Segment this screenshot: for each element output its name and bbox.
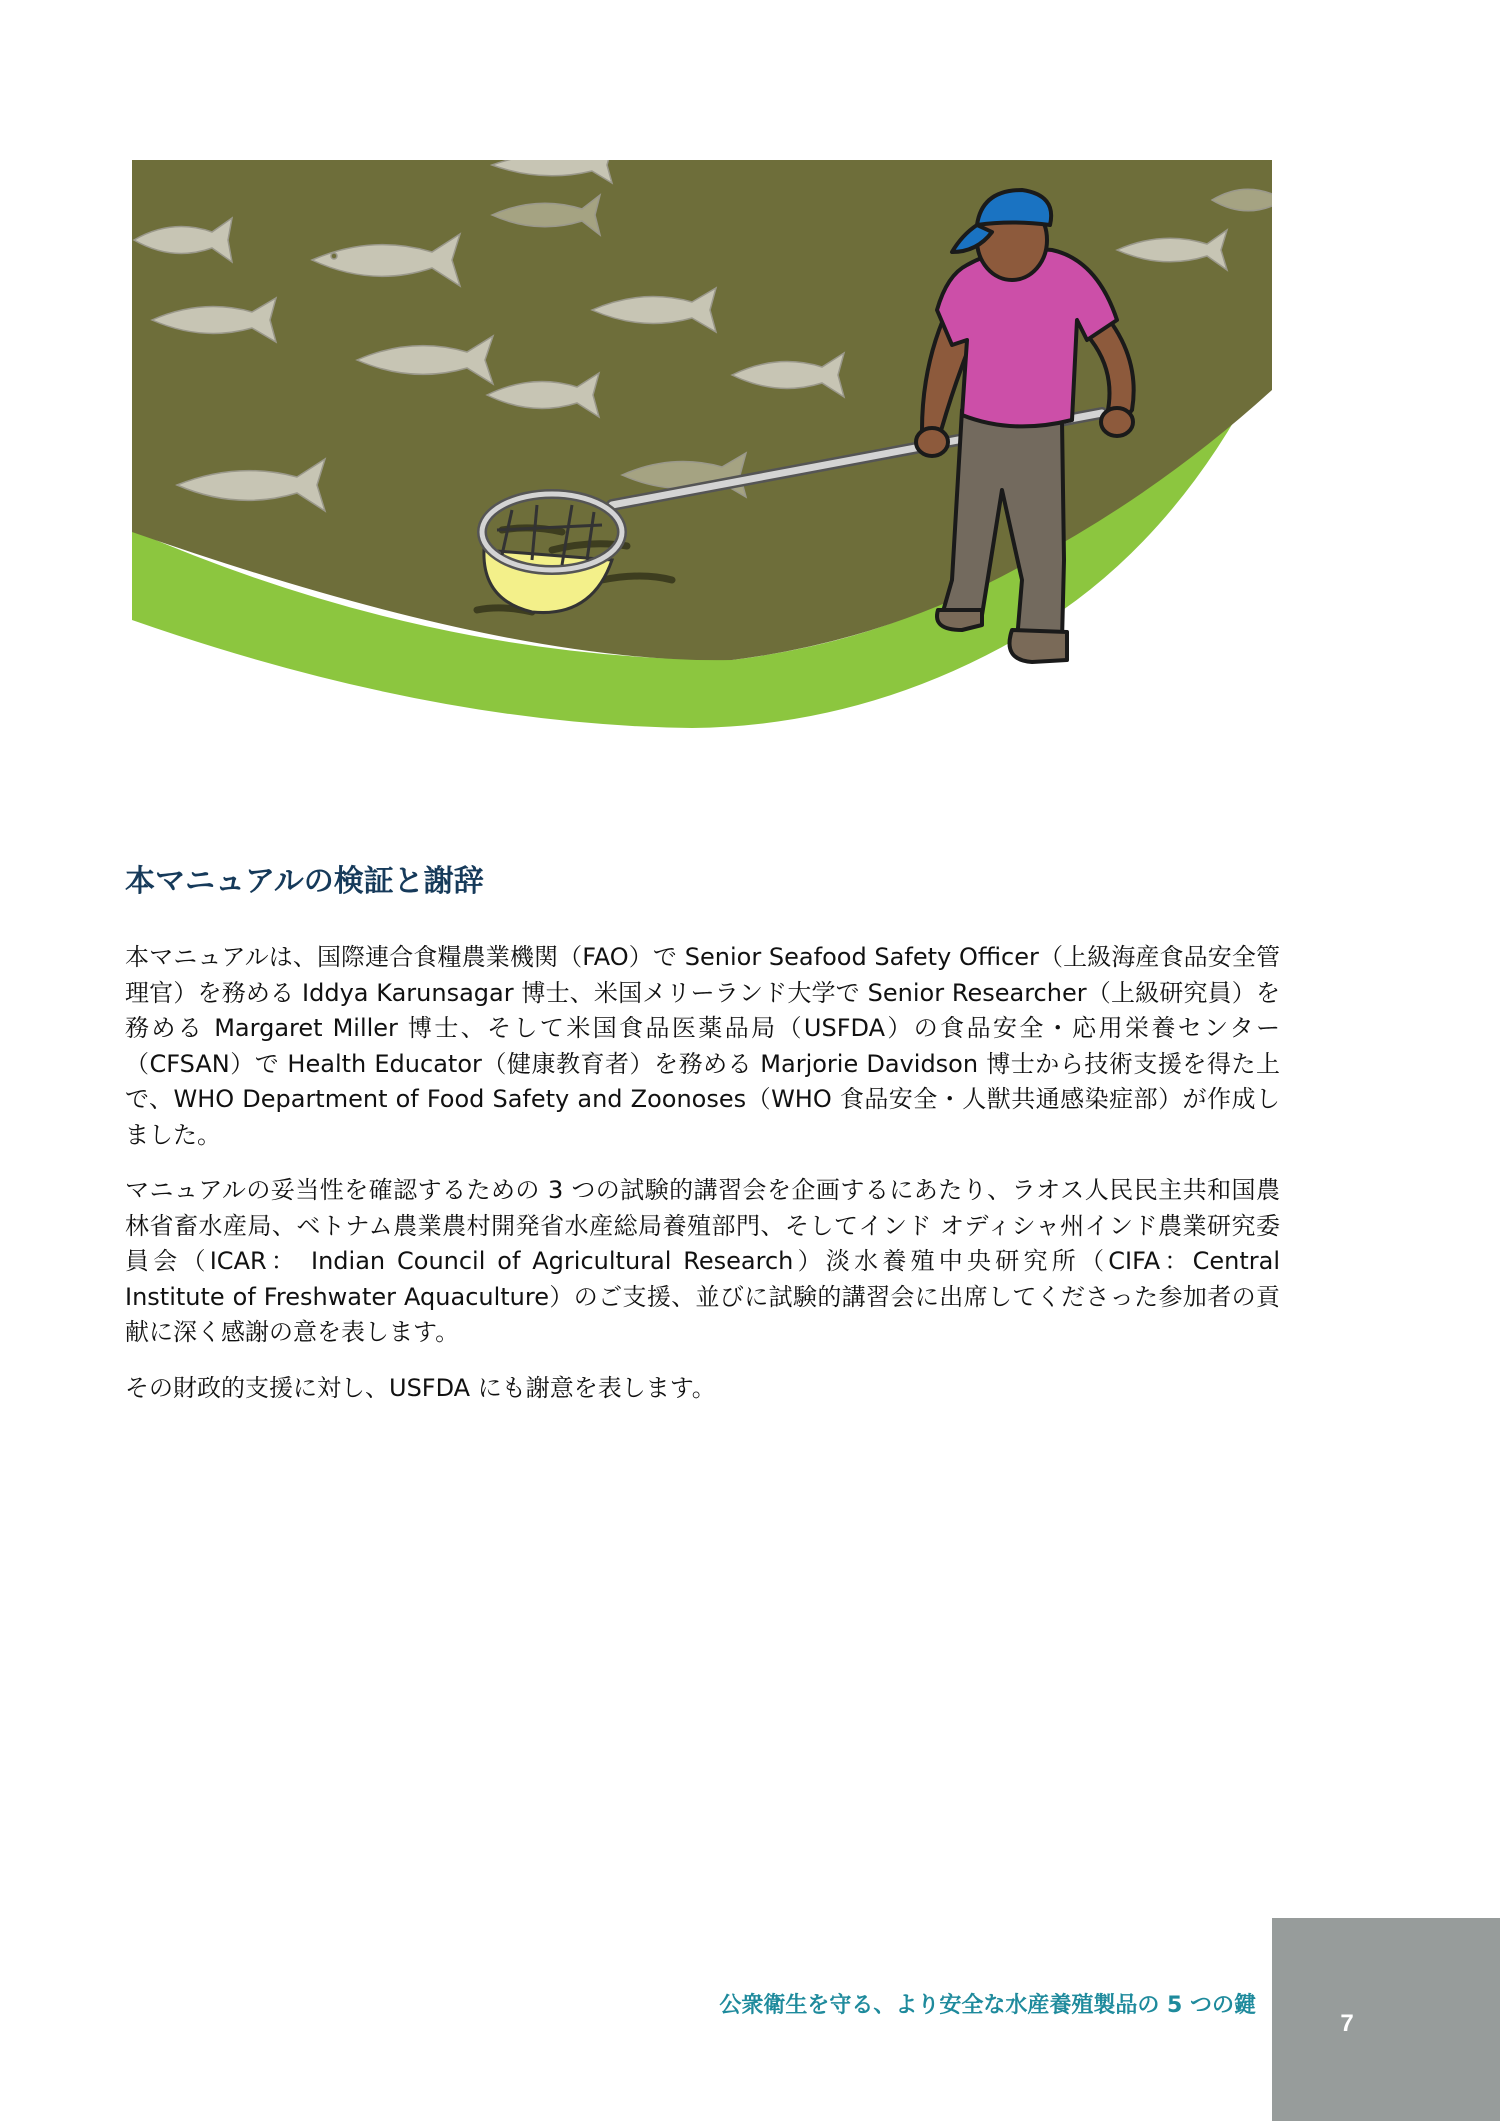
fish-farmer-net-icon	[132, 160, 1272, 730]
paragraph-3: その財政的支援に対し、USFDA にも謝意を表します。	[125, 1373, 716, 1402]
paragraph-2: マニュアルの妥当性を確認するための 3 つの試験的講習会を企画するにあたり、ラオス人民民主共和国農林省畜水産局、ベトナム農業農村開発省水産総局養殖部門、そしてインド オディシャ州インド農業研究委員会（ICAR： Indian Council of Agricultural Research）淡水養殖中央研究所（CIFA：Central Institute of Freshwater Aquaculture）のご支援、並びに試験的講習会に出席してくださった参加者の貢献に深く感謝の意を表します。	[125, 1176, 1280, 1346]
section-title: 本マニュアルの検証と謝辞	[125, 864, 484, 899]
acknowledgements-body	[125, 940, 1280, 1426]
fish-farmer-illustration	[132, 160, 1272, 730]
page-number-tab	[1272, 1918, 1500, 2121]
page-number: 7	[1340, 2010, 1354, 2037]
footer-title: 公衆衛生を守る、より安全な水産養殖製品の 5 つの鍵	[719, 1993, 1256, 2018]
paragraph-1: 本マニュアルは、国際連合食糧農業機関（FAO）で Senior Seafood Safety Officer（上級海産食品安全管理官）を務める Iddya Karunsagar 博士、米国メリーランド大学で Senior Researcher（上級研究員）を務める Margaret Miller 博士、そして米国食品医薬品局（USFDA）の食品安全・応用栄養センター（CFSAN）で Health Educator（健康教育者）を務める Marjorie Davidson 博士から技術支援を得た上で、WHO Department of Food Safety and Zoonoses（WHO 食品安全・人獣共通感染症部）が作成しました。	[125, 943, 1280, 1149]
